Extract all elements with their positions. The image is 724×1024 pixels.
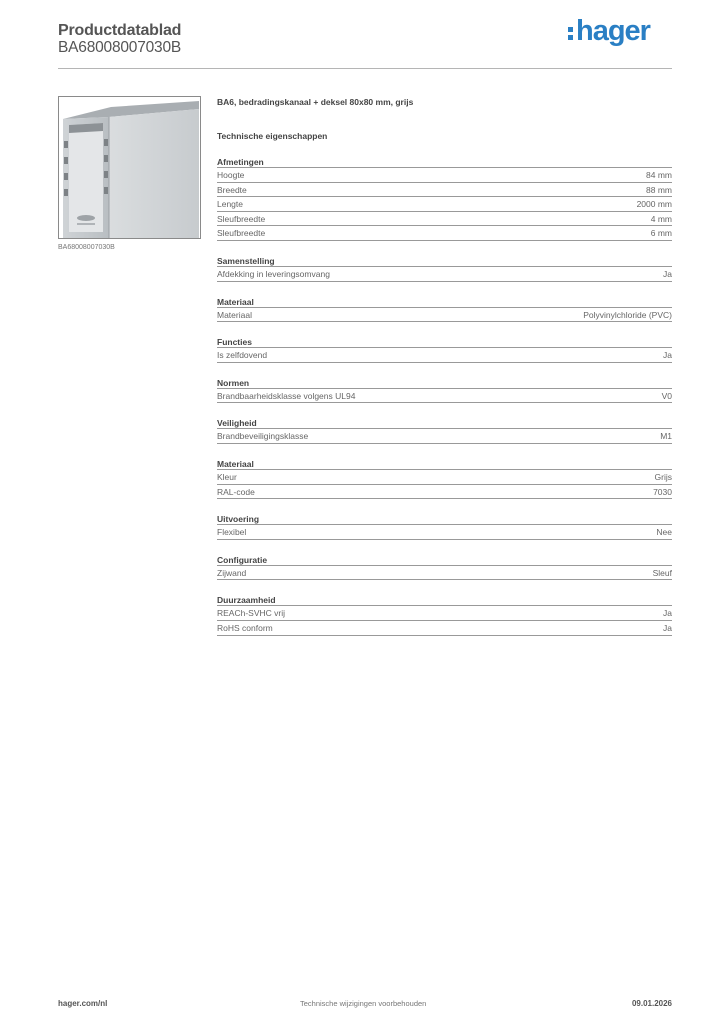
image-caption: BA68008007030B: [58, 244, 115, 251]
cable-duct-icon: [59, 97, 200, 238]
spec-row: [217, 226, 672, 241]
spec-section: [217, 554, 672, 581]
product-description: BA6, bedradingskanaal + deksel 80x80 mm, grijs: [217, 97, 414, 107]
spec-label: Afdekking in leveringsomvang: [217, 268, 330, 279]
spec-row: [217, 485, 672, 500]
spec-label: Hoogte: [217, 170, 245, 180]
spec-row: [217, 267, 672, 282]
spec-value: Ja: [663, 622, 672, 633]
spec-row: [217, 566, 672, 581]
spec-label: Sleufbreedte: [217, 213, 266, 224]
spec-value: Nee: [656, 527, 672, 538]
spec-row: [217, 525, 672, 540]
spec-section: [217, 513, 672, 540]
spec-section: [217, 156, 672, 241]
spec-row: [217, 621, 672, 636]
spec-section: [217, 336, 672, 363]
section-title: Normen: [217, 377, 672, 389]
spec-row: [217, 168, 672, 183]
spec-label: Kleur: [217, 471, 237, 482]
spec-label: Brandbeveiligingsklasse: [217, 431, 309, 442]
section-title: Duurzaamheid: [217, 594, 672, 606]
product-code: BA68008007030B: [58, 39, 182, 56]
spec-row: [217, 348, 672, 363]
spec-label: Brandbaarheidsklasse volgens UL94: [217, 390, 356, 401]
spec-row: [217, 389, 672, 404]
spec-label: REACh-SVHC vrij: [217, 608, 286, 619]
spec-value: Ja: [663, 350, 672, 361]
spec-section: [217, 594, 672, 635]
spec-value: Ja: [663, 608, 672, 619]
spec-label: RAL-code: [217, 486, 255, 497]
section-title: Uitvoering: [217, 513, 672, 525]
header-divider: [58, 68, 672, 69]
spec-value: 6 mm: [650, 228, 672, 239]
spec-value: Ja: [663, 268, 672, 279]
spec-row: [217, 212, 672, 227]
spec-section: [217, 255, 672, 282]
footer-disclaimer: Technische wijzigingen voorbehouden: [300, 999, 427, 1008]
spec-label: Flexibel: [217, 527, 247, 538]
hager-logo: [568, 14, 650, 48]
spec-section: [217, 377, 672, 404]
spec-row: [217, 183, 672, 198]
section-title: Afmetingen: [217, 156, 672, 168]
spec-sections: [217, 156, 672, 636]
section-title: Materiaal: [217, 458, 672, 470]
spec-label: RoHS conform: [217, 622, 273, 633]
section-title: Veiligheid: [217, 417, 672, 429]
page-title: Productdatablad: [58, 22, 182, 39]
spec-section: [217, 296, 672, 323]
spec-label: Sleufbreedte: [217, 228, 266, 239]
section-title: Functies: [217, 336, 672, 348]
footer-website: hager.com/nl: [58, 999, 108, 1008]
spec-value: 88 mm: [646, 184, 672, 195]
section-title: Configuratie: [217, 554, 672, 566]
spec-value: M1: [660, 431, 672, 442]
product-image: [58, 96, 201, 239]
tech-heading: Technische eigenschappen: [217, 131, 328, 141]
spec-section: [217, 458, 672, 499]
spec-label: Breedte: [217, 184, 247, 195]
spec-label: Materiaal: [217, 309, 252, 320]
logo-text: hager: [576, 15, 650, 47]
spec-label: Lengte: [217, 199, 243, 210]
section-title: Samenstelling: [217, 255, 672, 267]
spec-value: 7030: [653, 486, 672, 497]
spec-row: [217, 429, 672, 444]
spec-value: 2000 mm: [636, 199, 672, 210]
spec-section: [217, 417, 672, 444]
spec-label: Zijwand: [217, 567, 247, 578]
spec-row: [217, 197, 672, 212]
logo-colon-icon: [568, 25, 573, 41]
spec-content: [217, 96, 672, 636]
spec-value: 4 mm: [650, 213, 672, 224]
spec-row: [217, 470, 672, 485]
spec-row: [217, 606, 672, 621]
spec-value: Sleuf: [652, 567, 672, 578]
spec-value: Grijs: [654, 471, 672, 482]
spec-label: Is zelfdovend: [217, 350, 268, 361]
spec-value: V0: [661, 390, 672, 401]
section-title: Materiaal: [217, 296, 672, 308]
spec-value: 84 mm: [646, 170, 672, 180]
spec-value: Polyvinylchloride (PVC): [583, 309, 672, 320]
spec-row: [217, 308, 672, 323]
footer-date: 09.01.2026: [631, 999, 672, 1008]
